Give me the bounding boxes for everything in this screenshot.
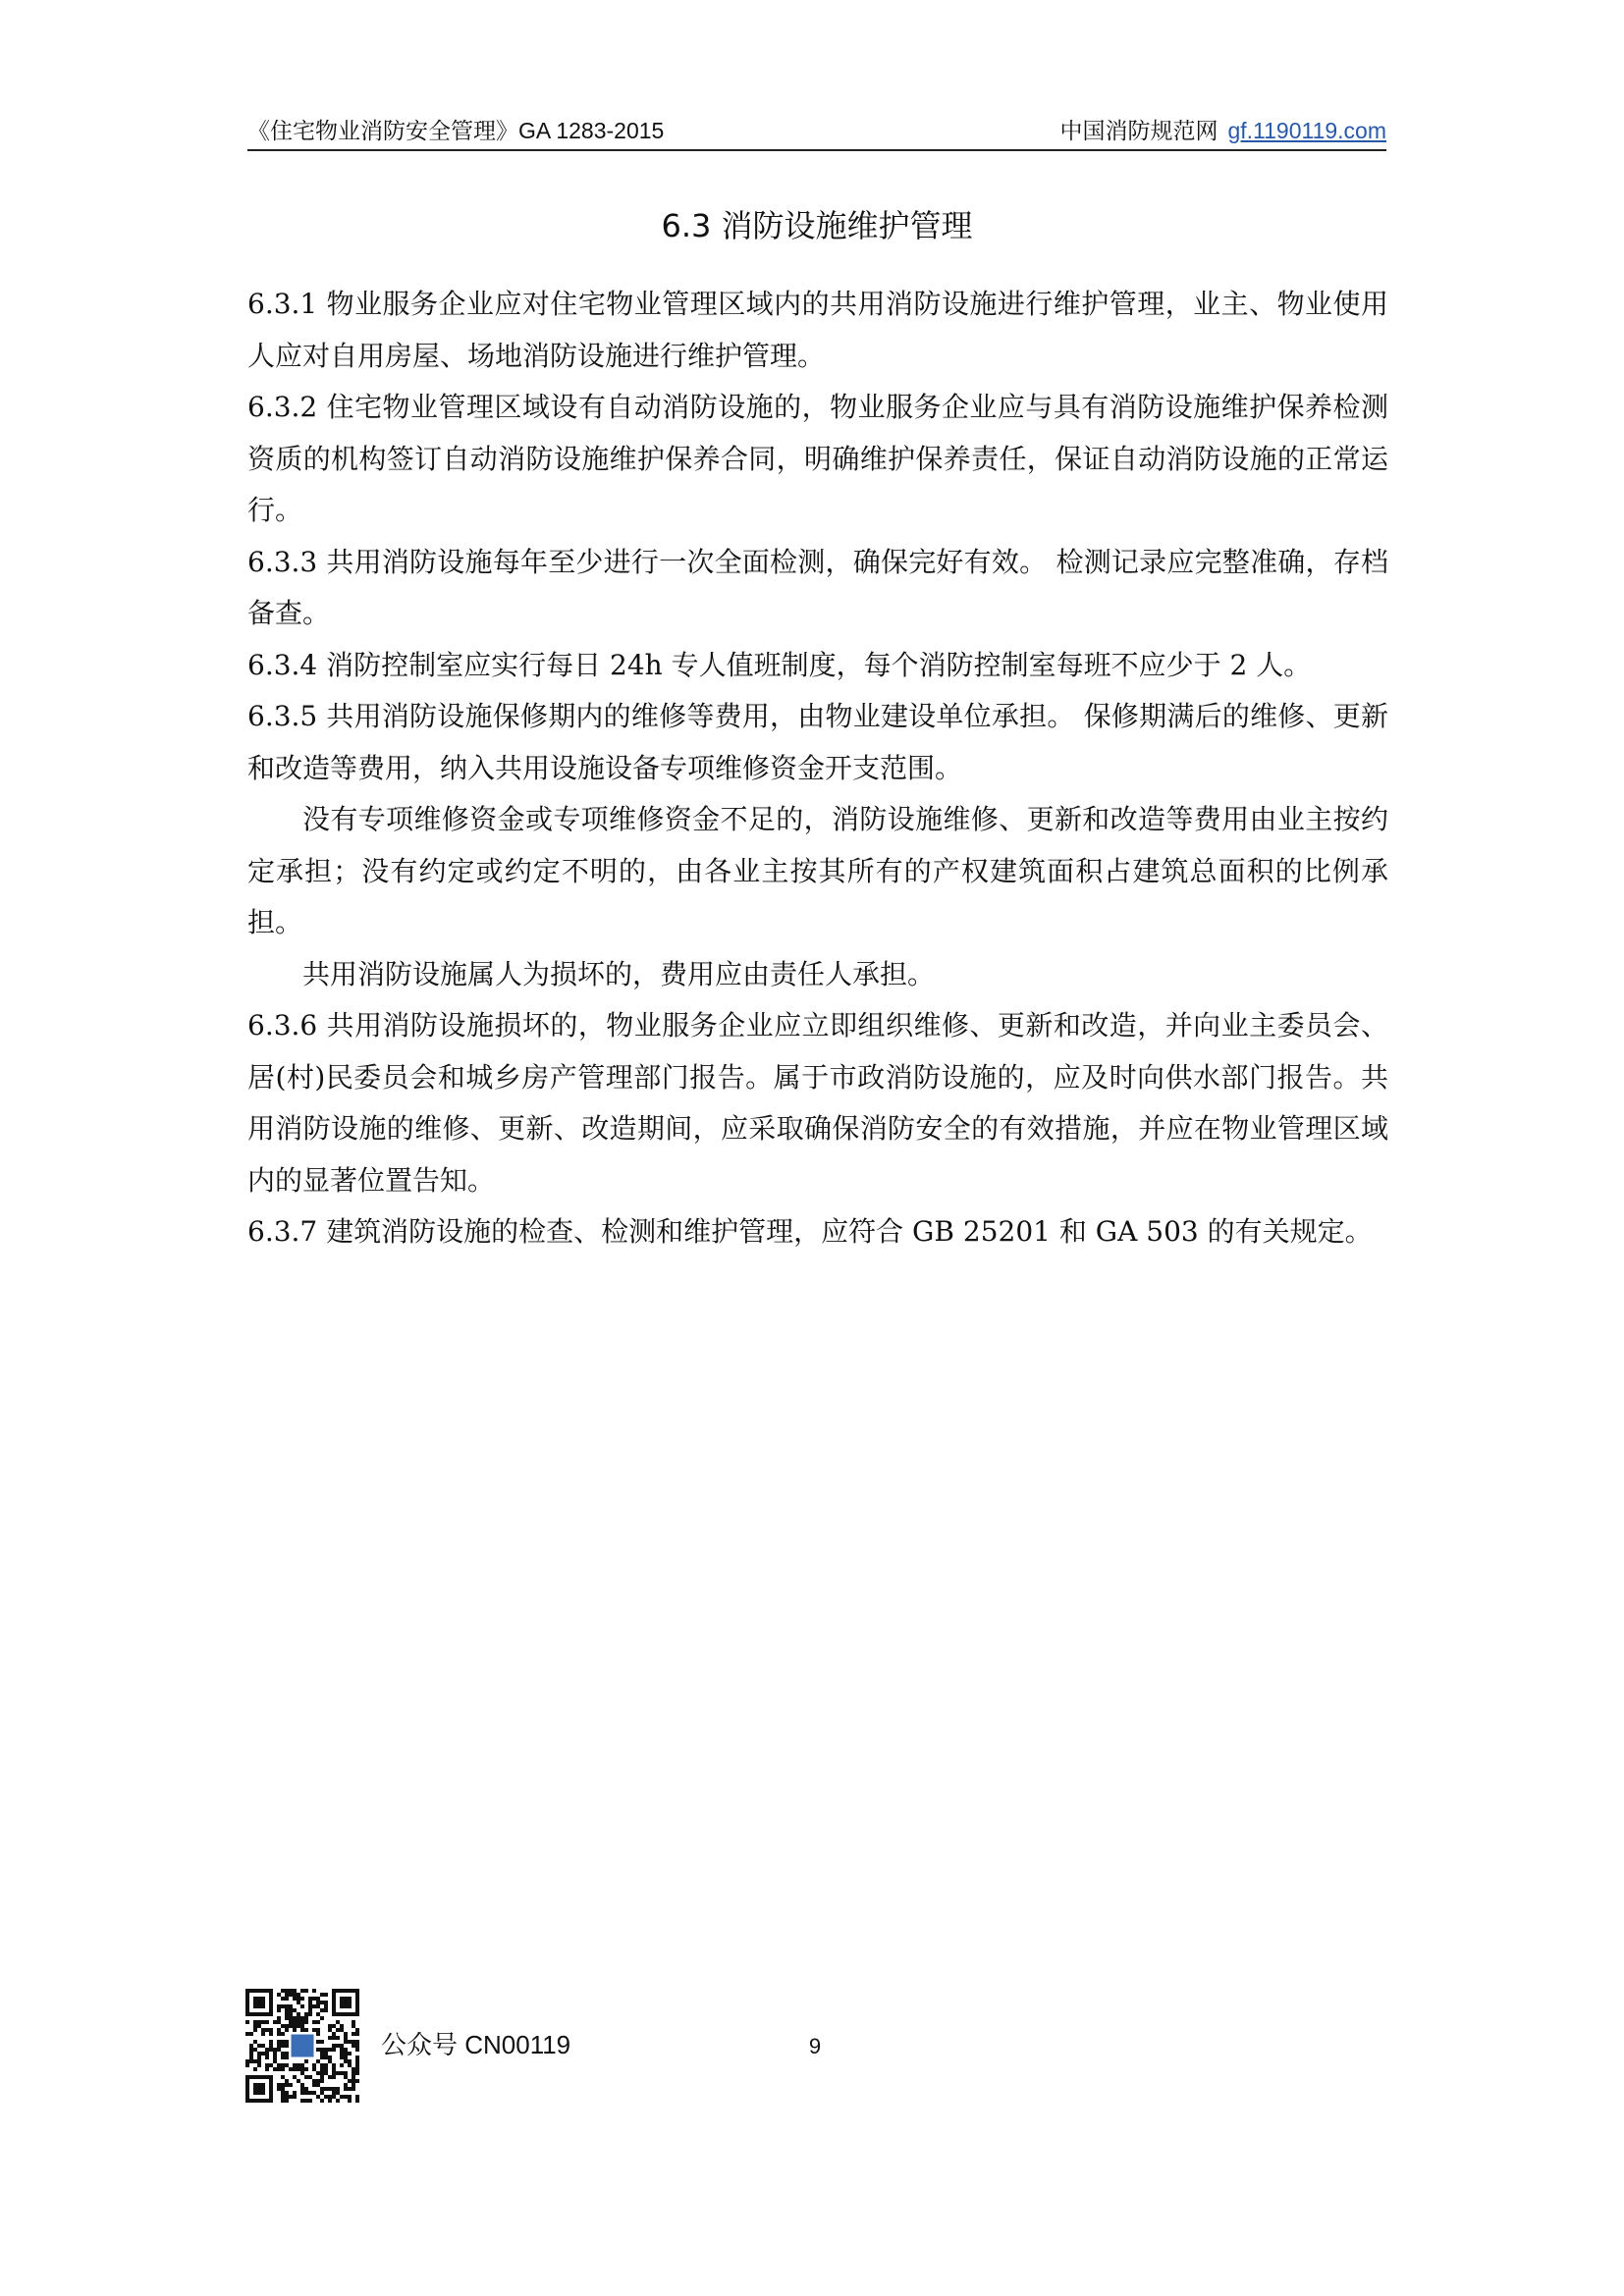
section-title: 6.3 消防设施维护管理 [661,207,973,244]
clause-6-3-1: 6.3.1 物业服务企业应对住宅物业管理区域内的共用消防设施进行维护管理，业主、物业使用人应对自用房屋、场地消防设施进行维护管理。 [247,288,1388,372]
clause-6-3-7: 6.3.7 建筑消防设施的检查、检测和维护管理，应符合 GB 25201 和 GA 503 的有关规定。 [247,1215,1373,1248]
clause-6-3-4: 6.3.4 消防控制室应实行每日 24h 专人值班制度，每个消防控制室每班不应少于 2 人。 [247,648,1312,681]
page-header [247,116,1386,151]
clause-6-3-5-paragraph-2: 没有专项维修资金或专项维修资金不足的，消防设施维修、更新和改造等费用由业主按约定承担；没有约定或约定不明的，由各业主按其所有的产权建筑面积占建筑总面积的比例承担。 [247,803,1388,938]
qr-code-icon [245,1989,359,2103]
header-site [1059,116,1386,145]
page-number: 9 [808,2034,822,2058]
site-link[interactable]: gf.1190119.com [1227,118,1386,143]
document-title: 《住宅物业消防安全管理》GA 1283-2015 [247,118,665,143]
clause-6-3-6: 6.3.6 共用消防设施损坏的，物业服务企业应立即组织维修、更新和改造，并向业主委员会、居(村)民委员会和城乡房产管理部门报告。属于市政消防设施的，应及时向供水部门报告。共用消防设施的维修、更新、改造期间，应采取确保消防安全的有效措施，并应在物业管理区域内的显著位置告知。 [247,1009,1388,1197]
site-name: 中国消防规范网 [1059,118,1218,143]
section-body [247,279,1388,1258]
wechat-account-label: 公众号 CN00119 [381,2030,571,2059]
clause-6-3-3: 6.3.3 共用消防设施每年至少进行一次全面检测，确保完好有效。 检测记录应完整准确，存档备查。 [247,545,1388,629]
clause-6-3-2: 6.3.2 住宅物业管理区域设有自动消防设施的，物业服务企业应与具有消防设施维护保养检测资质的机构签订自动消防设施维护保养合同，明确维护保养责任，保证自动消防设施的正常运行。 [247,391,1388,526]
clause-6-3-5: 6.3.5 共用消防设施保修期内的维修等费用，由物业建设单位承担。 保修期满后的维修、更新和改造等费用，纳入共用设施设备专项维修资金开支范围。 [247,700,1388,784]
qr-code-graphic [245,1989,359,2103]
clause-6-3-5-paragraph-3: 共用消防设施属人为损坏的，费用应由责任人承担。 [302,957,936,990]
